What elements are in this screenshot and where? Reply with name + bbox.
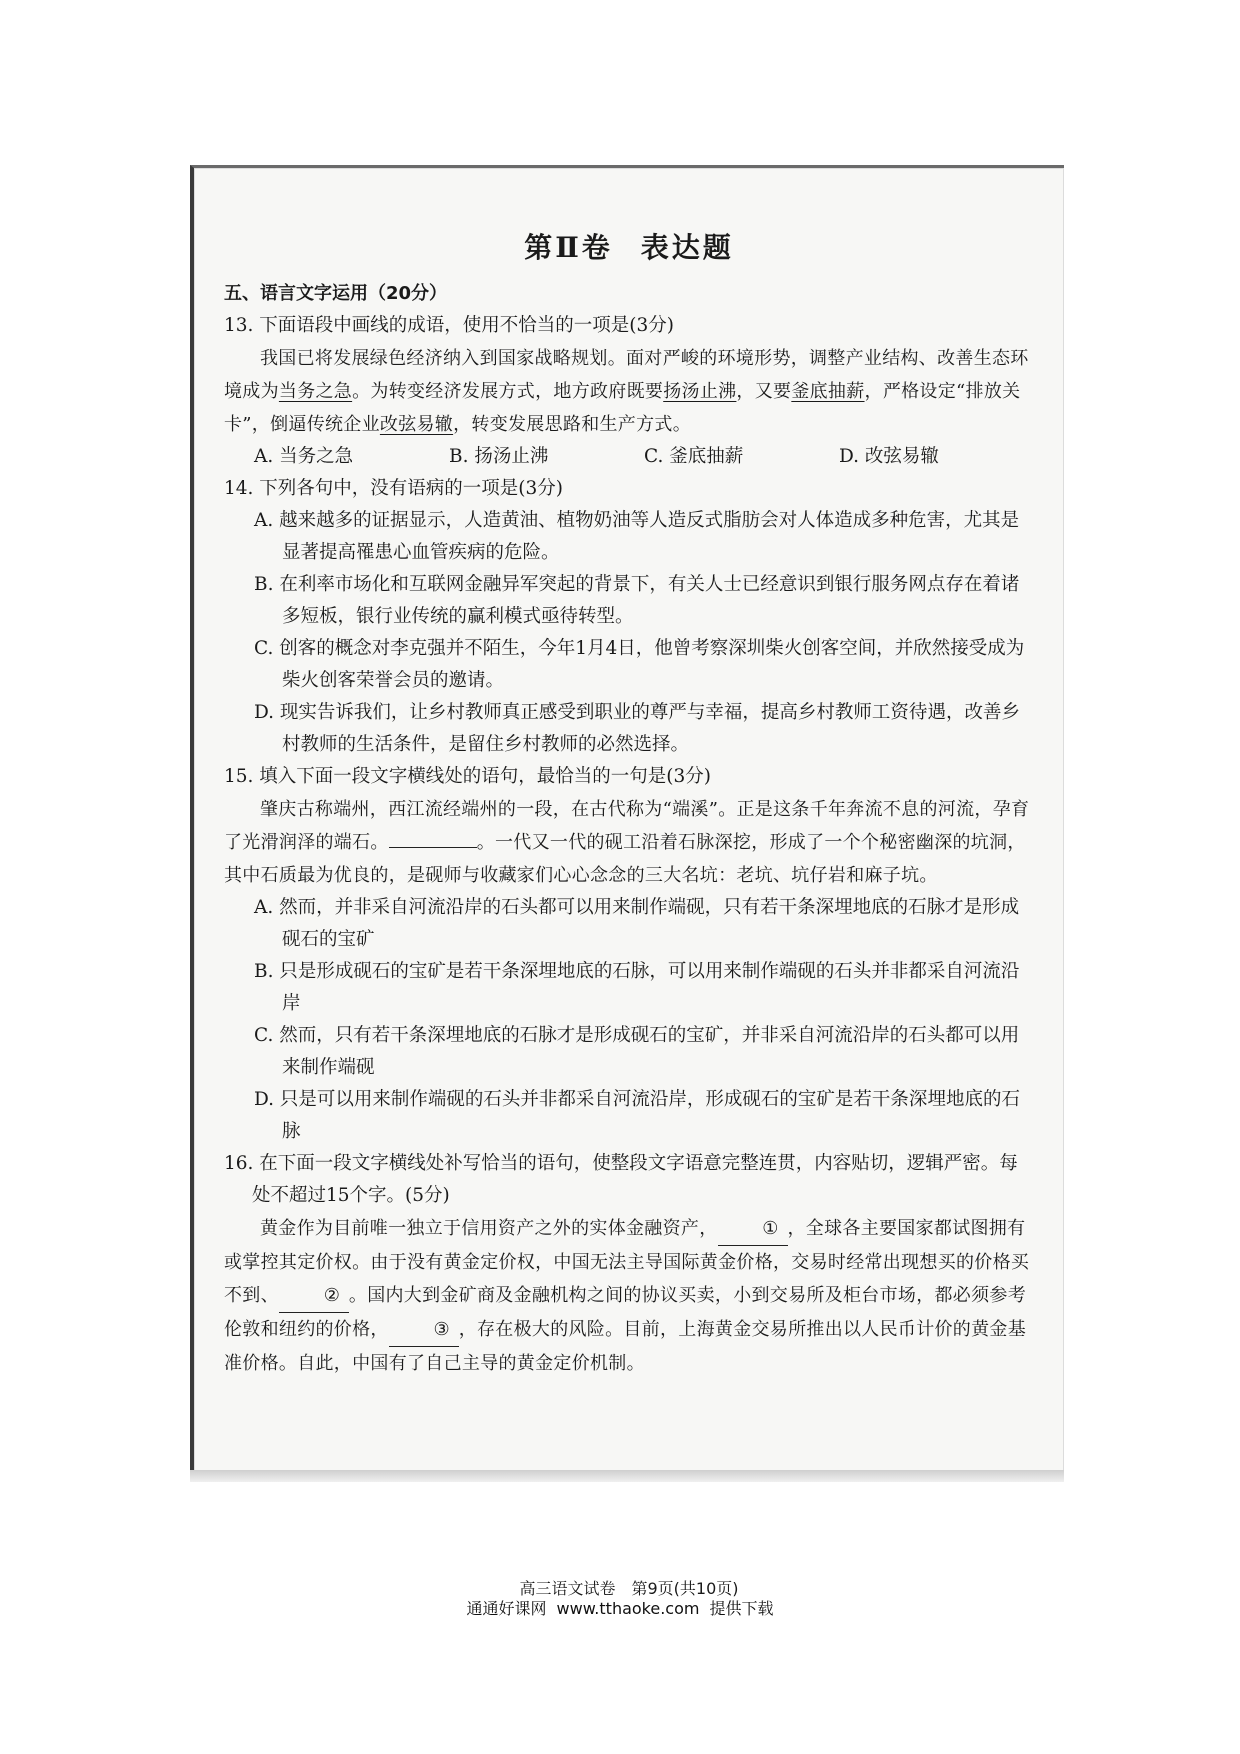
exam-content (224, 278, 1034, 1380)
q16-text-3: 。国内大到金矿商及金融机构之间的协议买卖，小到交易所及柜台市场，都必须参考伦敦和纽约的价格， (224, 1285, 1027, 1340)
q13-underlined-1: 当务之急 (278, 381, 353, 402)
q16-blank-1: ① (718, 1212, 788, 1246)
question-16-passage (224, 1212, 1034, 1380)
q15-option-d: D. 只是可以用来制作端砚的石头并非都采自河流沿岸，形成砚石的宝矿是若干条深埋地底的石脉 (254, 1089, 1020, 1142)
q15-option-c: C. 然而，只有若干条深埋地底的石脉才是形成砚石的宝矿，并非采自河流沿岸的石头都可以用来制作端砚 (254, 1025, 1020, 1078)
question-15-stem: 15. 填入下面一段文字横线处的语句，最恰当的一句是(3分) (224, 766, 712, 787)
q13-underlined-2: 扬汤止沸 (663, 381, 737, 402)
page-footer: 高三语文试卷 第9页(共10页) (519, 1579, 739, 1598)
question-13-options (224, 441, 1034, 473)
question-14-stem: 14. 下列各句中，没有语病的一项是(3分) (224, 478, 564, 499)
page-title (194, 226, 1064, 266)
download-credit (0, 1596, 1240, 1619)
question-13-passage (224, 342, 1034, 441)
q15-answer-blank (389, 827, 477, 848)
q16-text-1: 黄金作为目前唯一独立于信用资产之外的实体金融资产， (260, 1218, 718, 1239)
q15-option-a: A. 然而，并非采自河流沿岸的石头都可以用来制作端砚，只有若干条深埋地底的石脉才是形成砚石的宝矿 (254, 897, 1020, 950)
title-part2: 表达题 (640, 231, 734, 264)
q14-option-a: A. 越来越多的证据显示，人造黄油、植物奶油等人造反式脂肪会对人体造成多种危害，尤其是显著提高罹患心血管疾病的危险。 (254, 510, 1020, 563)
q15-text-1: 肇庆古称端州，西江流经端州的一段，在古代称为“端溪”。正是这条千年奔流不息的河流，孕育了光滑润泽的端石。 (224, 799, 1030, 853)
question-16-stem: 16. 在下面一段文字横线处补写恰当的语句，使整段文字语意完整连贯，内容贴切，逻辑严密。每处不超过15个字。(5分) (224, 1153, 1018, 1206)
scanned-exam-page (190, 165, 1064, 1598)
q16-blank-3: ③ (389, 1313, 459, 1347)
q15-option-b: B. 只是形成砚石的宝矿是若干条深埋地底的石脉，可以用来制作端砚的石头并非都采自河流沿岸 (254, 961, 1020, 1014)
q16-text-2: ，全球各主要国家都试图拥有或掌控其定价权。由于没有黄金定价权，中国无法主导国际黄金价格，交易时经常出现想买的价格买不到、 (224, 1218, 1030, 1306)
credit-note: 提供下载 (709, 1599, 774, 1618)
q15-text-2: 。一代又一代的砚工沿着石脉深挖，形成了一个个秘密幽深的坑洞，其中石质最为优良的，是砚师与收藏家们心心念念的三大名坑：老坑、坑仔岩和麻子坑。 (224, 832, 1026, 886)
q13-option-a: A. 当务之急 (254, 446, 354, 467)
question-15-passage (224, 793, 1034, 892)
scan-edge-shadow (190, 1470, 1064, 1482)
q13-underlined-4: 改弦易辙 (379, 414, 454, 435)
q13-option-d: D. 改弦易辙 (839, 446, 939, 467)
q16-text-4: ，存在极大的风险。目前，上海黄金交易所推出以人民币计价的黄金基准价格。自此，中国有了自己主导的黄金定价机制。 (224, 1319, 1026, 1374)
question-13-stem: 13. 下面语段中画线的成语，使用不恰当的一项是(3分) (224, 315, 675, 336)
q14-option-b: B. 在利率市场化和互联网金融异军突起的背景下，有关人士已经意识到银行服务网点存在着诸多短板，银行业传统的赢利模式亟待转型。 (254, 574, 1020, 627)
q13-text-3: ，又要 (736, 381, 792, 402)
q13-option-c: C. 釜底抽薪 (644, 446, 744, 467)
section-heading: 五、语言文字运用（20分） (224, 283, 448, 304)
q13-option-b: B. 扬汤止沸 (449, 446, 549, 467)
q13-text-4: ，严格设定“排放关卡”，倒逼传统企业 (224, 381, 1021, 435)
title-part1: 第Ⅱ卷 (524, 231, 613, 264)
credit-url[interactable]: www.tthaoke.com (556, 1599, 700, 1618)
q13-text-5: ，转变发展思路和生产方式。 (453, 414, 692, 435)
q13-text-2: 。为转变经济发展方式，地方政府既要 (352, 381, 664, 402)
q14-option-c: C. 创客的概念对李克强并不陌生，今年1月4日，他曾考察深圳柴火创客空间，并欣然接受成为柴火创客荣誉会员的邀请。 (254, 638, 1025, 691)
q13-underlined-3: 釜底抽薪 (791, 381, 865, 402)
q13-text-1: 我国已将发展绿色经济纳入到国家战略规划。面对严峻的环境形势，调整产业结构、改善生态环境成为 (224, 348, 1029, 402)
q14-option-d: D. 现实告诉我们，让乡村教师真正感受到职业的尊严与幸福，提高乡村教师工资待遇，改善乡村教师的生活条件，是留住乡村教师的必然选择。 (254, 702, 1020, 755)
credit-site: 通通好课网 (466, 1599, 547, 1618)
q16-blank-2: ② (279, 1279, 349, 1313)
